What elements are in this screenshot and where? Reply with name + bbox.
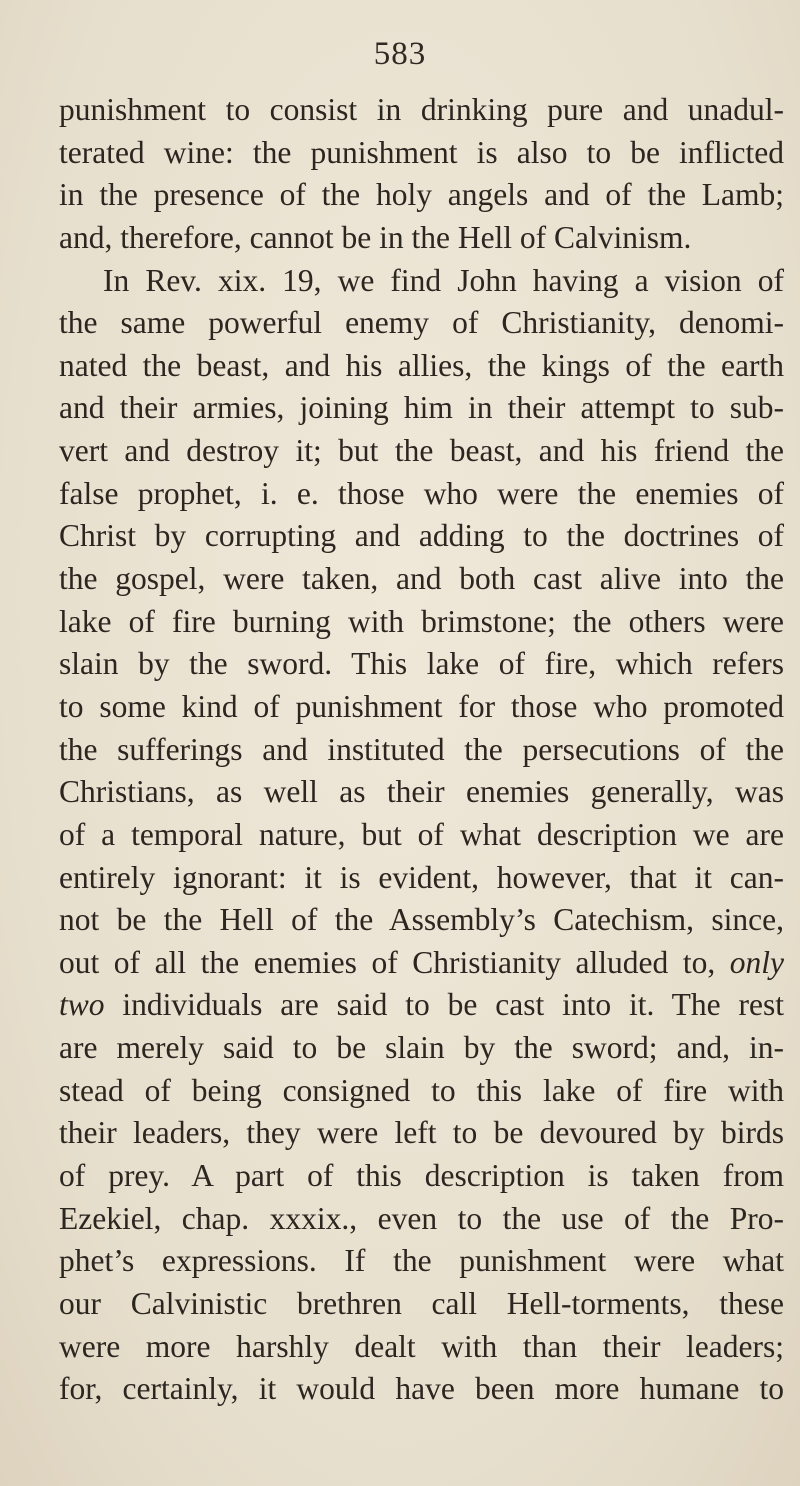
text-line: for, certainly, it would have been more humane to	[59, 1371, 784, 1407]
text-run: out of all the enemies of Christianity alluded to,	[59, 944, 716, 980]
emphasized-word: only	[729, 944, 785, 980]
text-line: the gospel, were taken, and both cast alive into the	[59, 561, 784, 597]
text-line: the sufferings and instituted the persecutions of the	[59, 731, 784, 767]
text-line-with-emphasis	[59, 942, 784, 985]
text-line: of a temporal nature, but of what description we are	[59, 816, 784, 852]
text-line: nated the beast, and his allies, the kings of the earth	[59, 347, 784, 383]
text-line: entirely ignorant: it is evident, however, that it can-	[59, 859, 784, 895]
text-line: punishment to consist in drinking pure and unadul-	[59, 92, 784, 127]
emphasized-word: two	[59, 987, 105, 1023]
text-line: vert and destroy it; but the beast, and his friend the	[59, 433, 784, 469]
text-line: phet’s expressions. If the punishment were what	[59, 1243, 784, 1279]
text-line: to some kind of punishment for those who promoted	[59, 688, 784, 724]
text-line: false prophet, i. e. those who were the enemies of	[59, 475, 784, 511]
text-line: Christ by corrupting and adding to the doctrines of	[59, 518, 784, 554]
text-line: terated wine: the punishment is also to be inflicted	[59, 134, 784, 170]
paragraph-start-line: In Rev. xix. 19, we find John having a vision of	[103, 262, 784, 298]
body-text	[59, 89, 784, 1411]
text-line: the same powerful enemy of Christianity, denomi-	[59, 305, 784, 341]
text-run: individuals are said to be cast into it. The rest	[122, 987, 784, 1023]
text-line: their leaders, they were left to be devoured by birds	[59, 1115, 784, 1151]
text-line: not be the Hell of the Assembly’s Catechism, since,	[59, 902, 784, 938]
page-number: 583	[373, 36, 427, 72]
text-line: in the presence of the holy angels and of the Lamb;	[59, 177, 784, 213]
text-line: stead of being consigned to this lake of fire with	[59, 1072, 784, 1108]
text-line: were more harshly dealt with than their leaders;	[59, 1328, 784, 1364]
text-line: our Calvinistic brethren call Hell-torments, these	[59, 1285, 784, 1321]
text-line: Ezekiel, chap. xxxix., even to the use of the Pro-	[59, 1200, 784, 1236]
text-line-with-emphasis	[59, 984, 784, 1027]
text-line: and, therefore, cannot be in the Hell of Calvinism.	[59, 219, 692, 255]
text-line: of prey. A part of this description is taken from	[59, 1158, 784, 1194]
text-line: slain by the sword. This lake of fire, which refers	[59, 646, 784, 682]
text-line: are merely said to be slain by the sword; and, in-	[59, 1030, 784, 1066]
text-line: lake of fire burning with brimstone; the others were	[59, 603, 784, 639]
text-line: and their armies, joining him in their attempt to sub-	[59, 390, 784, 426]
text-line: Christians, as well as their enemies generally, was	[59, 774, 784, 810]
